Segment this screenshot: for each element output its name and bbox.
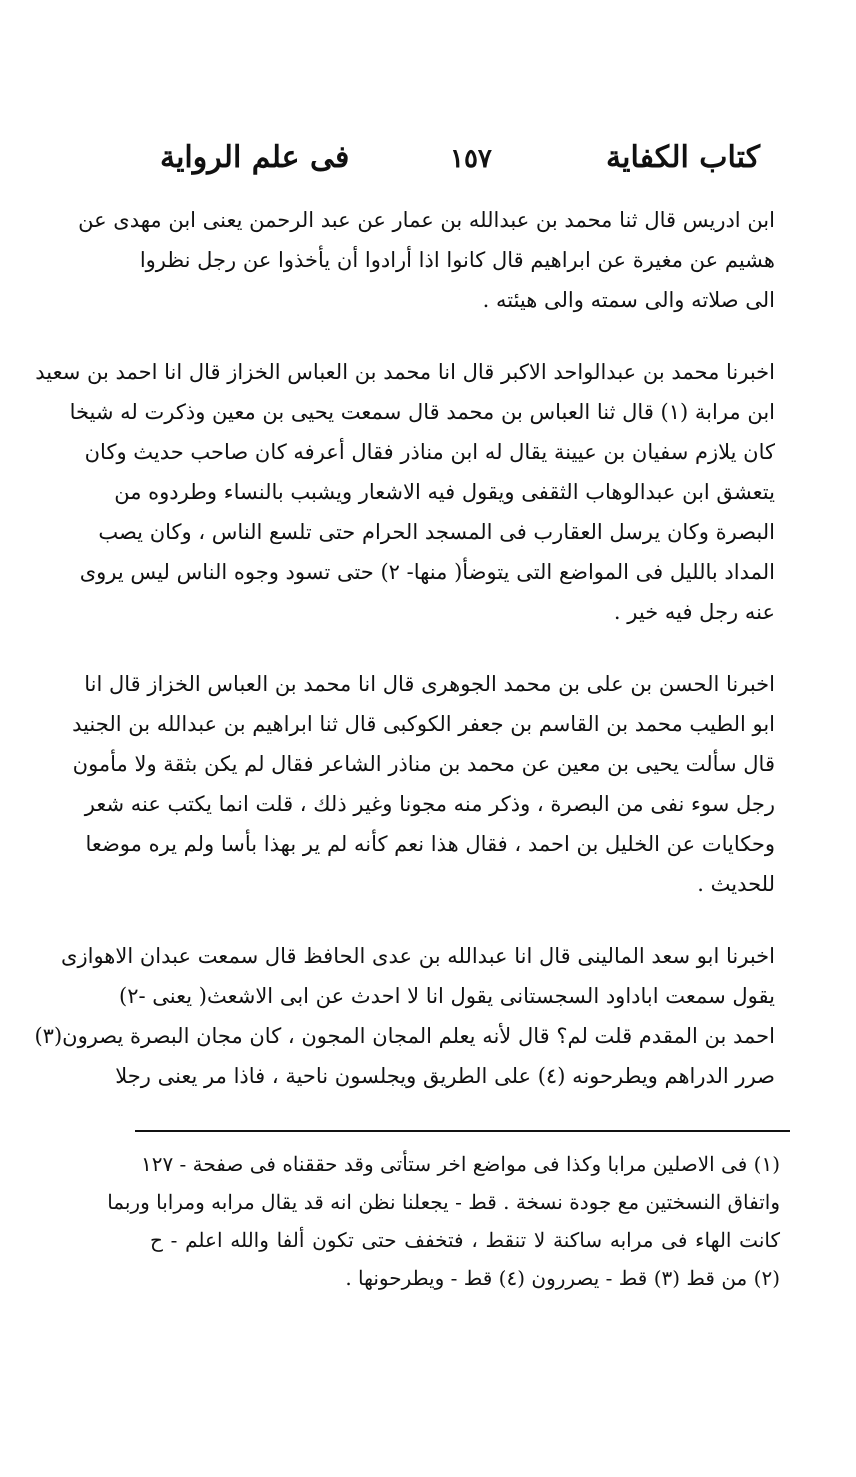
text-line: عنه رجل فيه خير . <box>613 600 775 624</box>
paragraph <box>35 352 775 632</box>
page-number: ١٥٧ <box>450 144 492 174</box>
paragraph <box>34 936 775 1096</box>
footnote-line: واتفاق النسختين مع جودة نسخة . قط - يجعلنا نظن انه قد يقال مرابه ومرابا وربما <box>107 1190 780 1214</box>
text-line: اخبرنا ابو سعد المالينى قال انا عبدالله بن عدى الحافظ قال سمعت عبدان الاهوازى <box>61 944 775 968</box>
text-line: هشيم عن مغيرة عن ابراهيم قال كانوا اذا أرادوا أن يأخذوا عن رجل نظروا <box>139 248 775 272</box>
running-header <box>160 140 760 190</box>
text-line: احمد بن المقدم قلت لم؟ قال لأنه يعلم المجان المجون ، كان مجان البصرة يصرون(٣) <box>34 1024 775 1048</box>
text-line: اخبرنا محمد بن عبدالواحد الاكبر قال انا محمد بن العباس الخزاز قال انا احمد بن سعيد <box>35 360 775 384</box>
paragraph <box>78 200 775 320</box>
footnote-line: (١) فى الاصلين مرابا وكذا فى مواضع اخر ستأتى وقد حققناه فى صفحة - ١٢٧ <box>140 1152 780 1176</box>
book-title: كتاب الكفاية <box>606 140 760 175</box>
text-line: يتعشق ابن عبدالوهاب الثقفى ويقول فيه الاشعار ويشبب بالنساء وطردوه من <box>114 480 775 504</box>
text-line: وحكايات عن الخليل بن احمد ، فقال هذا نعم كأنه لم ير بهذا بأسا ولم يره موضعا <box>85 832 775 856</box>
text-line: ابن ادريس قال ثنا محمد بن عبدالله بن عمار عن عبد الرحمن يعنى ابن مهدى عن <box>78 208 775 232</box>
text-line: صرر الدراهم ويطرحونه (٤) على الطريق ويجلسون ناحية ، فاذا مر يعنى رجلا <box>115 1064 775 1088</box>
footnotes <box>107 1145 780 1297</box>
text-line: قال سألت يحيى بن معين عن محمد بن مناذر الشاعر فقال لم يكن بثقة ولا مأمون <box>72 752 775 776</box>
text-line: ابو الطيب محمد بن القاسم بن جعفر الكوكبى قال ثنا ابراهيم بن عبدالله بن الجنيد <box>72 712 775 736</box>
text-line: الى صلاته والى سمته والى هيئته . <box>482 288 775 312</box>
text-line: ابن مرابة (١) قال ثنا العباس بن محمد قال سمعت يحيى بن معين وذكرت له شيخا <box>69 400 775 424</box>
text-line: البصرة وكان يرسل العقارب فى المسجد الحرام حتى تلسع الناس ، وكان يصب <box>98 520 775 544</box>
text-line: اخبرنا الحسن بن على بن محمد الجوهرى قال انا محمد بن العباس الخزاز قال انا <box>84 672 775 696</box>
footnote-line: كانت الهاء فى مرابه ساكنة لا تنقط ، فتخفف حتى تكون ألفا والله اعلم - ح <box>150 1228 780 1252</box>
text-line: للحديث . <box>697 872 775 896</box>
text-line: رجل سوء نفى من البصرة ، وذكر منه مجونا وغير ذلك ، قلت انما يكتب عنه شعر <box>84 792 775 816</box>
footnote-line: (٢) من قط (٣) قط - يصررون (٤) قط - ويطرحونها . <box>345 1266 780 1290</box>
main-text <box>34 200 775 1128</box>
footnote-divider <box>135 1130 790 1132</box>
paragraph <box>72 664 775 904</box>
text-line: يقول سمعت اباداود السجستانى يقول انا لا احدث عن ابى الاشعث( يعنى -٢) <box>119 984 775 1008</box>
text-line: المداد بالليل فى المواضع التى يتوضأ( منها- ٢) حتى تسود وجوه الناس ليس يروى <box>79 560 775 584</box>
text-line: كان يلازم سفيان بن عيينة يقال له ابن مناذر فقال أعرفه كان صاحب حديث وكان <box>84 440 775 464</box>
book-subtitle: فى علم الرواية <box>160 140 350 175</box>
